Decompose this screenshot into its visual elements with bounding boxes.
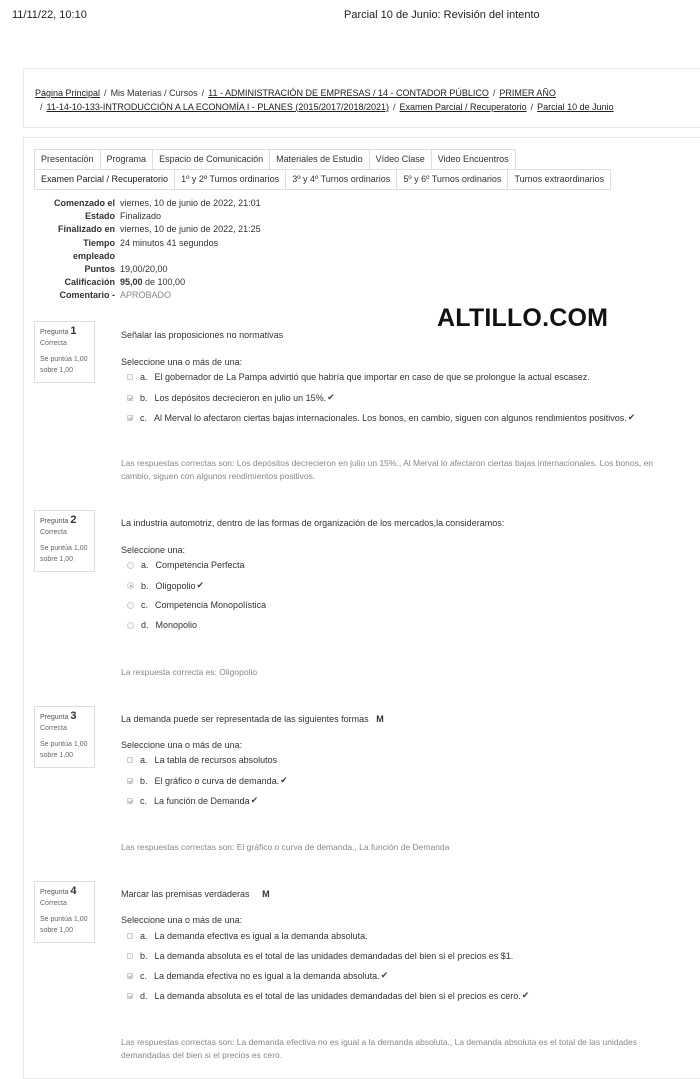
question-text-1: Señalar las proposiciones no normativas	[121, 330, 284, 340]
option-3c[interactable]	[127, 795, 258, 806]
tab-turnos-3-4[interactable]: 3º y 4º Turnos ordinarios	[285, 169, 397, 190]
question-label: Pregunta	[40, 714, 69, 721]
checkbox-icon[interactable]	[127, 395, 133, 401]
tab-materiales-estudio[interactable]: Materiales de Estudio	[269, 149, 370, 170]
question-score: Se puntúa 1,00	[40, 545, 88, 552]
option-4a[interactable]	[127, 931, 368, 941]
breadcrumb-my-courses: Mis Materias / Cursos	[110, 88, 198, 98]
option-letter: c.	[140, 412, 148, 423]
option-letter: c.	[140, 795, 148, 806]
question-score-max: sobre 1,00	[40, 555, 74, 563]
breadcrumb-course-link[interactable]: 11-14-10-133-INTRODUCCIÓN A LA ECONOMÍA I - PLANES (2015/2017/2018/2021)	[46, 101, 390, 112]
points-value: 19,00/20,00	[120, 264, 168, 275]
tab-espacio-comunicacion[interactable]: Espacio de Comunicación	[152, 149, 270, 170]
option-letter: a.	[141, 560, 149, 570]
time-value: 24 minutos 41 segundos	[120, 237, 219, 248]
finished-label: Finalizado en	[57, 224, 115, 235]
question-text-3	[121, 714, 384, 724]
check-icon: ✔	[380, 970, 389, 980]
question-number: 4	[70, 885, 77, 897]
grade-label: Calificación	[64, 277, 115, 288]
breadcrumb-year-link[interactable]: PRIMER AÑO	[499, 88, 556, 98]
question-status: Correcta	[40, 528, 67, 536]
option-3a[interactable]	[127, 755, 277, 765]
tab-examen-parcial[interactable]: Examen Parcial / Recuperatorio	[34, 169, 175, 190]
option-2b[interactable]	[127, 580, 204, 591]
question-info-1	[34, 321, 95, 383]
tab-presentacion[interactable]: Presentación	[34, 149, 101, 170]
option-text: Monopolio	[155, 620, 198, 630]
grade-rest: de 100,00	[142, 277, 186, 288]
breadcrumb-container	[23, 68, 700, 128]
checkbox-icon[interactable]	[127, 757, 133, 763]
question-score-max: sobre 1,00	[40, 366, 74, 374]
option-text: La demanda absoluta es el total de las unidades demandadas del bien si el precios es $1.	[154, 951, 514, 961]
checkbox-icon[interactable]	[127, 933, 133, 939]
question-score: Se puntúa 1,00	[40, 741, 88, 748]
checkbox-icon[interactable]	[127, 993, 133, 999]
question-info-3	[34, 706, 95, 768]
check-icon: ✔	[521, 990, 530, 1000]
question-info-2	[34, 510, 95, 572]
started-label: Comenzado el	[53, 198, 115, 208]
option-4d[interactable]	[127, 990, 529, 1001]
option-text: Competencia Perfecta	[155, 560, 245, 570]
comment-value: APROBADO	[120, 290, 172, 301]
question-score-max: sobre 1,00	[40, 751, 74, 759]
question-prompt-4: Seleccione una o más de una:	[121, 915, 243, 925]
breadcrumb-quiz-link[interactable]: Parcial 10 de Junio	[537, 101, 614, 112]
state-label: Estado	[84, 211, 115, 222]
question-text-2: La industria automotriz, dentro de las formas de organización de los mercados,la consideramos:	[121, 518, 505, 528]
option-text: La demanda efectiva no es igual a la demanda absoluta.	[154, 970, 380, 981]
question-mark: M	[376, 714, 384, 724]
question-number: 3	[70, 710, 77, 722]
option-letter: d.	[140, 990, 148, 1001]
points-label: Puntos	[84, 264, 115, 275]
question-text: Marcar las premisas verdaderas	[121, 889, 250, 899]
option-2d[interactable]	[127, 620, 197, 630]
question-score: Se puntúa 1,00	[40, 916, 88, 923]
breadcrumb-home-link[interactable]: Página Principal	[35, 88, 101, 98]
checkbox-icon[interactable]	[127, 798, 133, 804]
option-text: Los depósitos decrecieron en julio un 15%.	[154, 392, 327, 403]
checkbox-icon[interactable]	[127, 415, 133, 421]
time-label-line2: empleado	[72, 250, 115, 261]
tab-video-clase[interactable]: Vídeo Clase	[369, 149, 432, 170]
option-text: Al Merval lo afectaron ciertas bajas internacionales. Los bonos, en cambio, siguen con algunos rendimientos positivos.	[154, 412, 627, 423]
option-1a[interactable]	[127, 372, 590, 382]
attempt-summary	[34, 197, 334, 303]
checkbox-icon[interactable]	[127, 778, 133, 784]
check-icon: ✔	[196, 580, 205, 590]
course-tabs	[34, 149, 610, 190]
question-number: 1	[70, 325, 77, 337]
state-value: Finalizado	[120, 211, 162, 222]
option-letter: a.	[140, 755, 148, 765]
finished-value: viernes, 10 de junio de 2022, 21:25	[120, 224, 261, 235]
breadcrumb-career-link[interactable]: 11 - ADMINISTRACIÓN DE EMPRESAS / 14 - CONTADOR PÚBLICO	[208, 88, 489, 98]
option-4c[interactable]	[127, 970, 388, 981]
option-3b[interactable]	[127, 775, 288, 786]
radio-icon[interactable]	[127, 602, 134, 609]
option-letter: b.	[141, 580, 149, 591]
option-text: La demanda absoluta es el total de las unidades demandadas del bien si el precios es cero.	[154, 990, 521, 1001]
option-4b[interactable]	[127, 951, 513, 961]
grade-value	[120, 276, 185, 289]
check-icon: ✔	[250, 795, 259, 805]
question-number: 2	[70, 514, 77, 526]
tab-turnos-5-6[interactable]: 5º y 6º Turnos ordinarios	[396, 169, 508, 190]
radio-icon[interactable]	[127, 622, 134, 629]
option-text: El gobernador de La Pampa advirtió que habría que importar en caso de que se prolongue la actual escasez.	[154, 372, 590, 382]
print-title: Parcial 10 de Junio: Revisión del intento	[344, 9, 540, 21]
option-text: La demanda efectiva es igual a la demanda absoluta.	[154, 931, 368, 941]
radio-icon[interactable]	[127, 582, 134, 589]
option-letter: c.	[141, 600, 149, 610]
option-text: Competencia Monopolística	[155, 600, 267, 610]
question-label: Pregunta	[40, 518, 69, 525]
check-icon: ✔	[280, 775, 288, 785]
grade-bold: 95,00	[120, 277, 143, 288]
option-letter: d.	[141, 620, 149, 630]
tab-programa[interactable]: Programa	[100, 149, 154, 170]
option-letter: b.	[140, 392, 148, 403]
question-text: La demanda puede ser representada de las siguientes formas	[121, 714, 369, 724]
breadcrumb: Página Principal / Mis Materias / Cursos / 11 - ADMINISTRACIÓN DE EMPRESAS / 14 - CONTADOR PÚBLICO / PRIMER AÑO / 11-14-10-133-INTRODUCCIÓN A LA ECONOMÍA I - PLANES (2015/2017/2018/2021) / Examen Parcial / Recuperatorio / Parcial 10 de Junio	[35, 88, 614, 112]
tab-turnos-extraordinarios[interactable]: Turnos extraordinarios	[507, 169, 611, 190]
question-status: Correcta	[40, 899, 67, 907]
question-score: Se puntúa 1,00	[40, 356, 88, 363]
feedback-1: Las respuestas correctas son: Los depósitos decrecieron en julio un 15%., Al Merval lo afectaron ciertas bajas internacionales. Los bonos, en cambio, siguen con algunos rendimientos positivos.	[121, 458, 654, 481]
time-label	[34, 237, 120, 263]
option-letter: b.	[140, 951, 148, 961]
option-1c[interactable]	[127, 412, 635, 423]
option-text: La función de Demanda	[154, 795, 250, 806]
question-label: Pregunta	[40, 889, 69, 896]
question-info-4	[34, 881, 95, 943]
option-letter: a.	[140, 372, 148, 382]
watermark: ALTILLO.COM	[437, 304, 609, 332]
tab-turnos-1-2[interactable]: 1º y 2º Turnos ordinarios	[174, 169, 286, 190]
print-header	[12, 9, 688, 23]
feedback-3: Las respuestas correctas son: El gráfico o curva de demanda., La función de Demanda	[121, 842, 450, 852]
question-mark: M	[262, 889, 270, 899]
check-icon: ✔	[327, 392, 335, 402]
question-prompt-1: Seleccione una o más de una:	[121, 357, 243, 367]
option-text: La tabla de recursos absolutos	[154, 755, 278, 765]
tab-video-encuentros[interactable]: Video Encuentros	[431, 149, 516, 170]
time-label-line1: Tiempo	[83, 237, 115, 248]
started-value: viernes, 10 de junio de 2022, 21:01	[120, 198, 261, 208]
question-prompt-3: Seleccione una o más de una:	[121, 740, 243, 750]
checkbox-icon[interactable]	[127, 953, 133, 959]
feedback-4: Las respuestas correctas son: La demanda efectiva no es igual a la demanda absoluta., La demanda absoluta es el total de las unidades demandadas del bien si el precios es cero.	[121, 1037, 638, 1060]
option-2c[interactable]	[127, 600, 266, 610]
feedback-2: La respuesta correcta es: Oligopolio	[121, 667, 258, 677]
question-prompt-2: Seleccione una:	[121, 545, 186, 555]
tab-row-secondary	[34, 169, 610, 190]
breadcrumb-section-link[interactable]: Examen Parcial / Recuperatorio	[399, 101, 527, 112]
option-text: Oligopolio	[155, 580, 196, 591]
question-label: Pregunta	[40, 329, 69, 336]
comment-label: Comentario -	[59, 290, 115, 301]
checkbox-icon[interactable]	[127, 973, 133, 979]
question-score-max: sobre 1,00	[40, 926, 74, 934]
tab-row-primary	[34, 149, 610, 170]
question-text-4	[121, 889, 270, 899]
question-status: Correcta	[40, 339, 67, 347]
check-icon: ✔	[627, 412, 636, 422]
print-datetime: 11/11/22, 10:10	[12, 9, 87, 21]
option-1b[interactable]	[127, 392, 335, 403]
option-letter: a.	[140, 931, 148, 941]
option-letter: b.	[140, 775, 148, 786]
option-letter: c.	[140, 970, 148, 981]
question-status: Correcta	[40, 724, 67, 732]
option-text: El gráfico o curva de demanda.	[154, 775, 280, 786]
radio-icon[interactable]	[127, 562, 134, 569]
checkbox-icon[interactable]	[127, 374, 133, 380]
option-2a[interactable]	[127, 560, 245, 570]
